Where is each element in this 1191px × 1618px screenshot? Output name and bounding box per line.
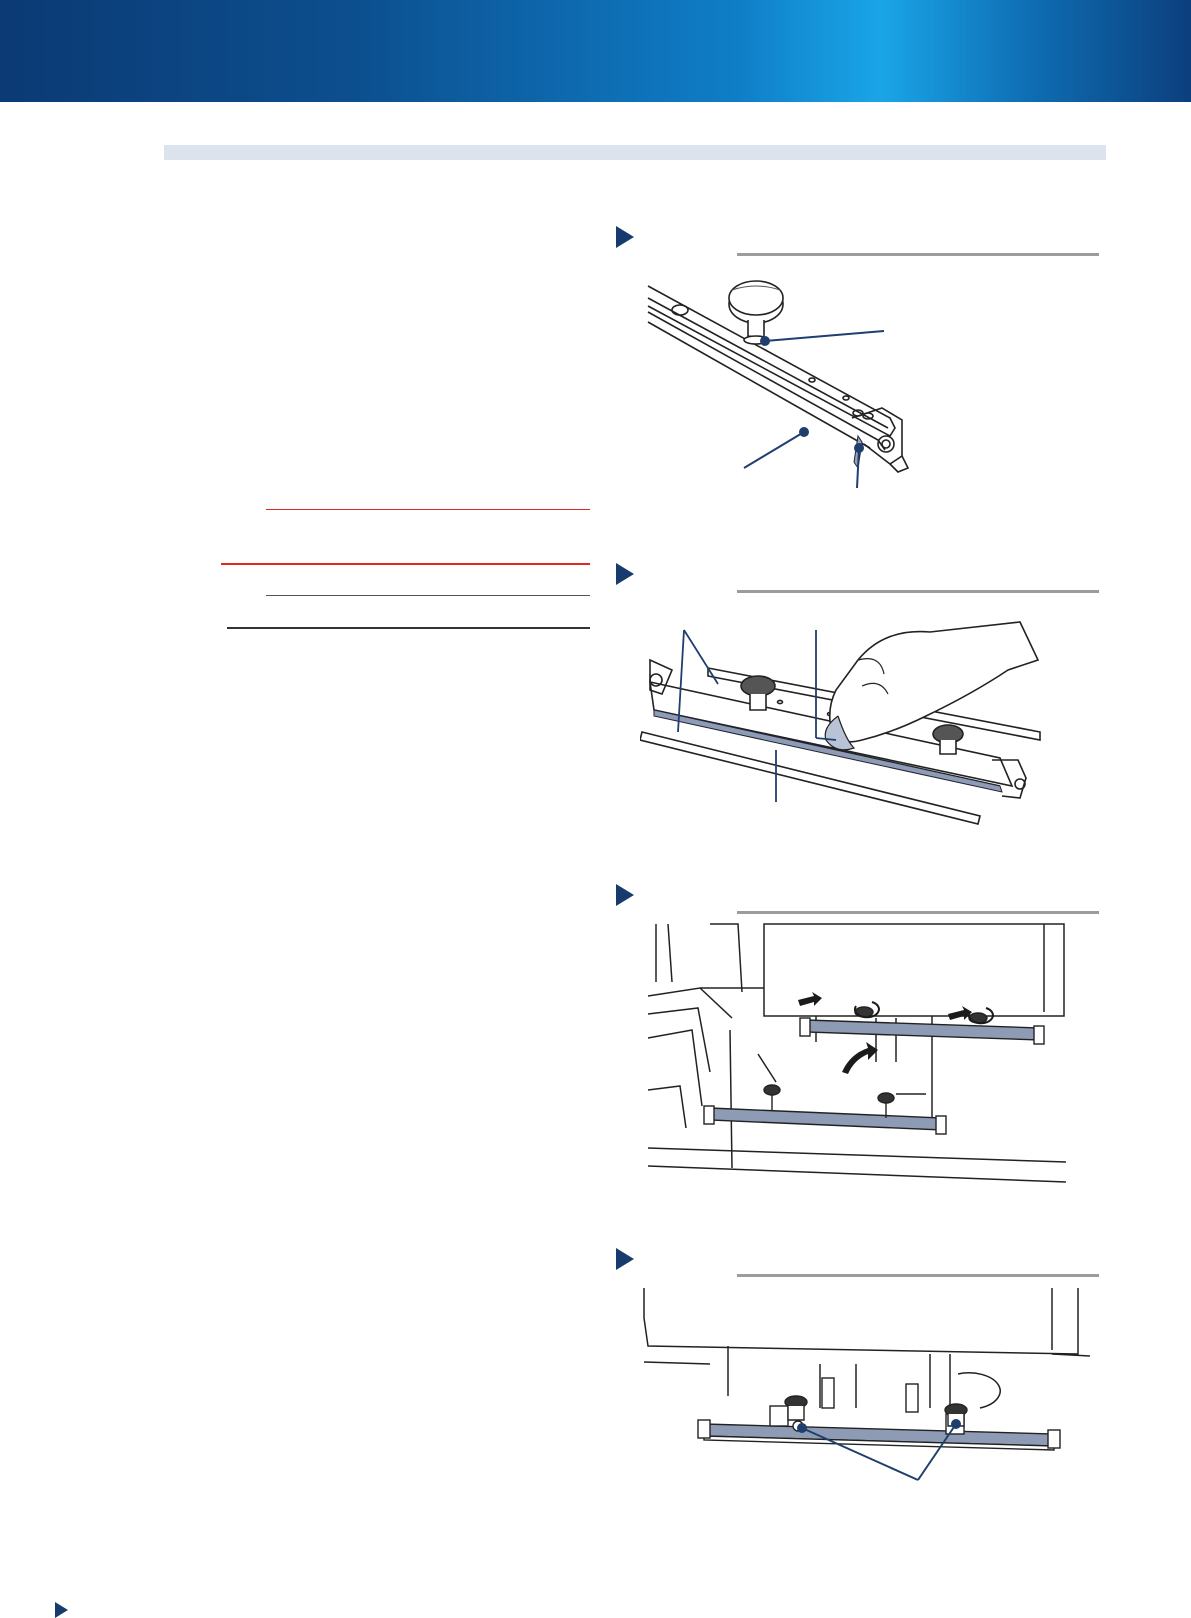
caution-rule-top <box>266 595 590 596</box>
caution-rule-bottom <box>227 627 590 629</box>
step-marker-2 <box>616 563 634 585</box>
figure-wiping-squeegee <box>640 620 1080 845</box>
page-nav-marker <box>55 1602 68 1618</box>
step-rule-1 <box>737 253 1099 256</box>
step-marker-3 <box>616 884 634 906</box>
header-band <box>0 0 1191 102</box>
step-rule-4 <box>737 1274 1099 1277</box>
figure-squeegee-installed <box>640 1288 1090 1488</box>
section-title-bar <box>164 145 1106 160</box>
warning-rule-top <box>266 509 590 510</box>
figure-squeegee-detail <box>640 268 940 508</box>
figure-reinstall-squeegee <box>646 922 1066 1198</box>
step-rule-3 <box>737 911 1099 914</box>
step-rule-2 <box>737 590 1099 593</box>
warning-rule-bottom <box>221 563 590 565</box>
step-marker-1 <box>616 226 634 248</box>
step-marker-4 <box>616 1248 634 1270</box>
